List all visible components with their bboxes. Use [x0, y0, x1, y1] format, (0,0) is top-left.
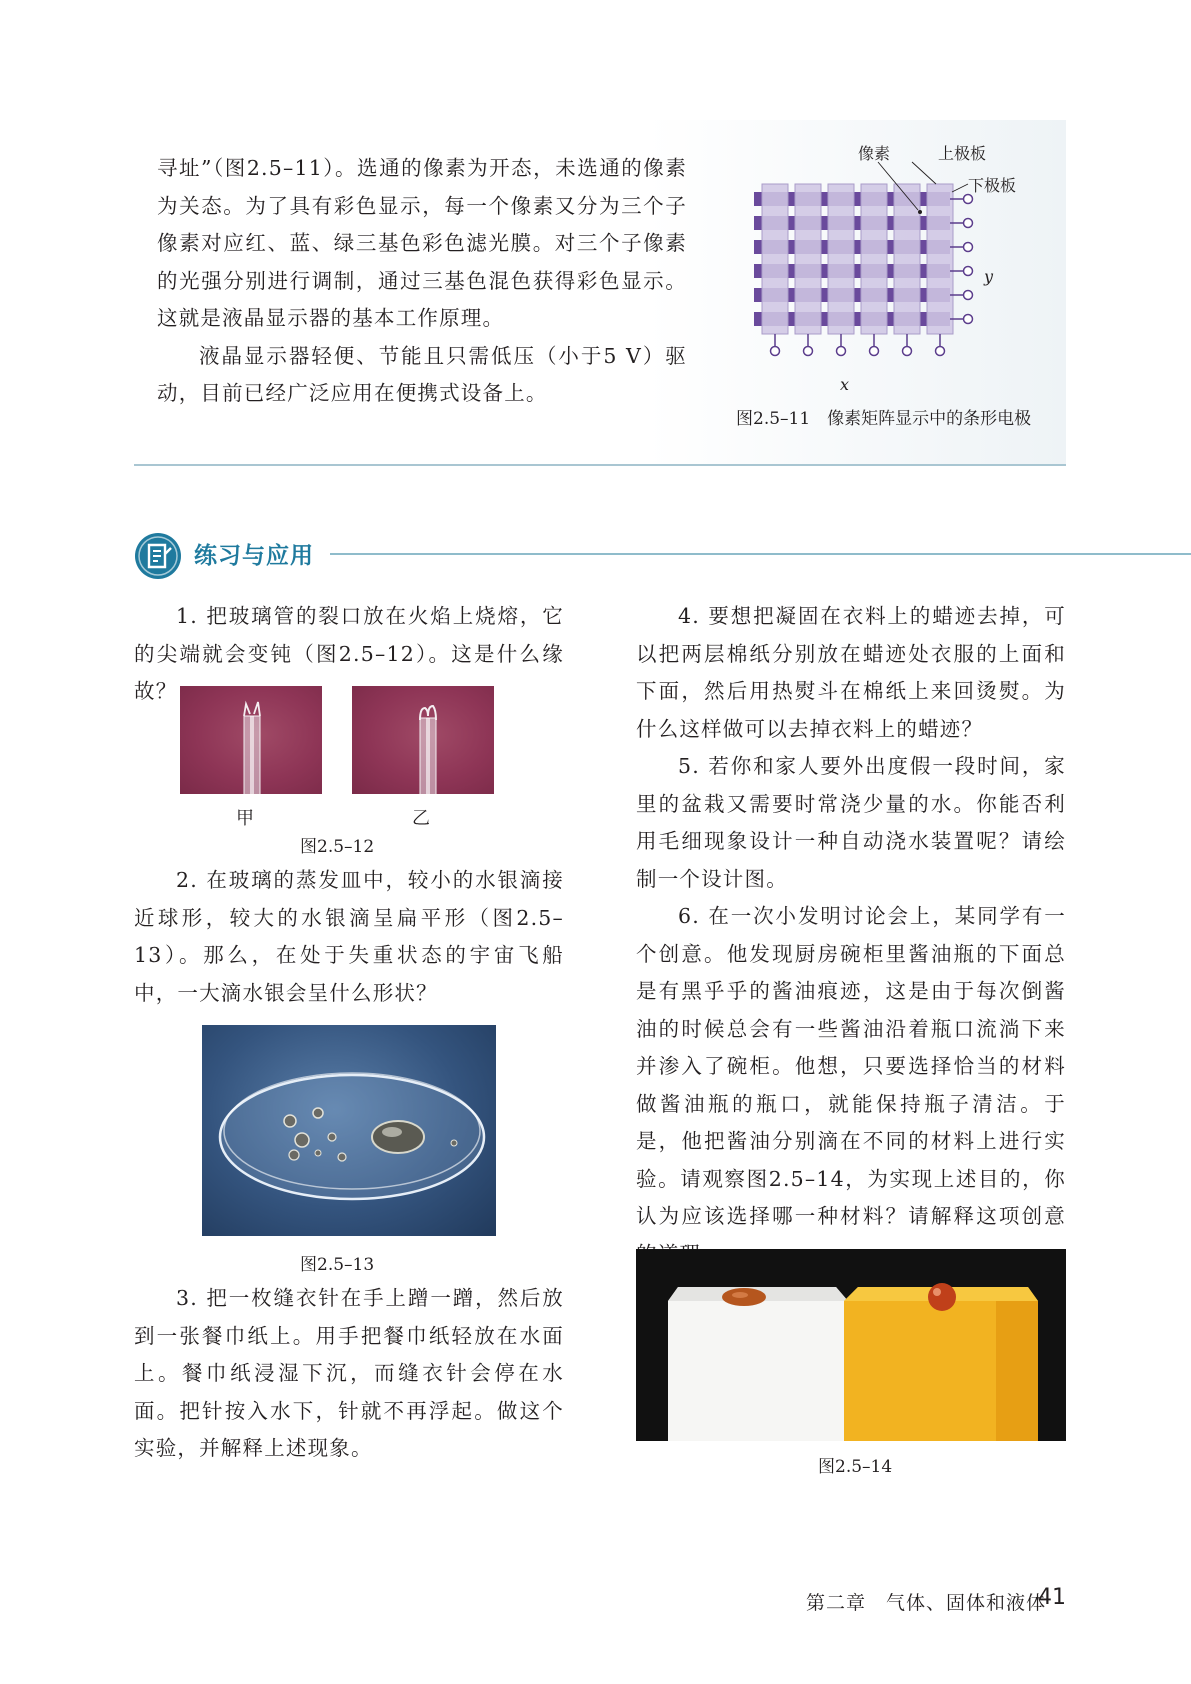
figure-caption-2-5-11: 图2.5–11 像素矩阵显示中的条形电极 [736, 409, 1032, 429]
soy-sauce-material-blocks-photo [636, 1249, 1066, 1441]
continued-text [157, 150, 687, 413]
figure-caption-2-5-12: 图2.5–12 [300, 837, 375, 857]
figure-caption-2-5-13: 图2.5–13 [300, 1255, 375, 1275]
paragraph-lcd-principle: 寻址”（图2.5–11）。选通的像素为开态，未选通的像素为关态。为了具有彩色显示，每一个像素又分为三个子像素对应红、蓝、绿三基色彩色滤光膜。对三个子像素的光强分别进行调制，通过三基色混色获得彩色显示。这就是液晶显示器的基本工作原理。 [157, 156, 687, 330]
question-1-text: 1. 把玻璃管的裂口放在火焰上烧熔，它的尖端就会变钝（图2.5–12）。这是什么缘故？ [134, 604, 564, 703]
chapter-title-footer: 第二章 气体、固体和液体 [806, 1592, 1047, 1614]
figure-caption-2-5-14: 图2.5–14 [818, 1457, 893, 1477]
glass-tube-photo-b [352, 686, 494, 794]
question-3-text: 3. 把一枚缝衣针在手上蹭一蹭，然后放到一张餐巾纸上。用手把餐巾纸轻放在水面上。餐巾纸浸湿下沉，而缝衣针会停在水面。把针按入水下，针就不再浮起。做这个实验，并解释上述现象。 [134, 1286, 564, 1460]
section-rule [330, 553, 1191, 555]
pixel-dot [918, 210, 922, 214]
question-2-text: 2. 在玻璃的蒸发皿中，较小的水银滴接近球形，较大的水银滴呈扁平形（图2.5–13）。那么，在处于失重状态的宇宙飞船中，一大滴水银会呈什么形状？ [134, 868, 564, 1005]
label-lower-plate: 下极板 [968, 176, 1017, 195]
pixel-matrix-electrode-diagram [740, 140, 1050, 400]
label-upper-plate: 上极板 [938, 144, 987, 163]
figure-label-b: 乙 [412, 808, 430, 829]
label-y-axis: y [984, 267, 994, 286]
glass-tube-photo-a [180, 686, 322, 794]
page-number: 41 [1038, 1585, 1066, 1610]
label-x-axis: x [840, 375, 850, 394]
questions-right-column [636, 598, 1066, 1273]
paragraph-lcd-usage: 液晶显示器轻便、节能且只需低压（小于5 V）驱动，目前已经广泛应用在便携式设备上。 [157, 343, 687, 405]
label-pixel: 像素 [858, 144, 891, 163]
box-bottom-rule [134, 464, 1066, 466]
practice-book-icon [134, 532, 182, 580]
question-3 [134, 1280, 564, 1468]
mercury-droplets-dish-photo [202, 1025, 496, 1236]
question-4-text: 4. 要想把凝固在衣料上的蜡迹去掉，可以把两层棉纸分别放在蜡迹处衣服的上面和下面，然后用热熨斗在棉纸上来回烫熨。为什么这样做可以去掉衣料上的蜡迹？ [636, 604, 1066, 741]
question-2 [134, 862, 564, 1012]
question-6-text: 6. 在一次小发明讨论会上，某同学有一个创意。他发现厨房碗柜里酱油瓶的下面总是有黑乎乎的酱油痕迹，这是由于每次倒酱油的时候总会有一些酱油沿着瓶口流淌下来并渗入了碗柜。他想，只要选择恰当的材料做酱油瓶的瓶口，就能保持瓶子清洁。于是，他把酱油分别滴在不同的材料上进行实验。请观察图2.5–14，为实现上述目的，你认为应该选择哪一种材料？请解释这项创意 [636, 904, 1066, 1228]
question-5-text: 5. 若你和家人要外出度假一段时间，家里的盆栽又需要时常浇少量的水。你能否利用毛细现象设计一种自动浇水装置呢？请绘制一个设计图。 [636, 754, 1066, 891]
upper-electrode-columns [762, 184, 953, 334]
figure-label-a: 甲 [236, 808, 254, 829]
section-title: 练习与应用 [194, 543, 314, 569]
x-terminals [771, 334, 945, 356]
